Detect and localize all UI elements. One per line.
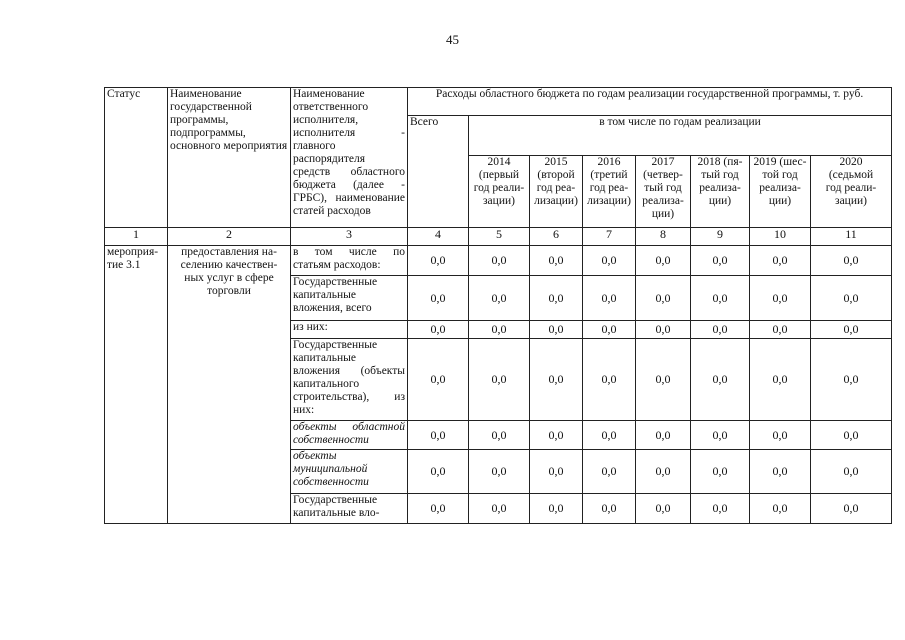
column-number: 6 [530,228,583,246]
header-year-5: 2018 (пя- тый год реализа- ции) [691,156,750,228]
header-total: Всего [408,116,469,228]
value-cell: 0,0 [469,494,530,524]
column-number: 10 [750,228,811,246]
value-cell: 0,0 [691,276,750,321]
value-cell: 0,0 [469,450,530,494]
value-cell: 0,0 [530,494,583,524]
value-cell: 0,0 [469,246,530,276]
column-number: 7 [583,228,636,246]
value-cell: 0,0 [583,276,636,321]
value-cell: 0,0 [530,450,583,494]
value-cell: 0,0 [583,494,636,524]
value-cell: 0,0 [811,421,892,450]
value-cell: 0,0 [691,339,750,421]
column-number: 4 [408,228,469,246]
header-year-3: 2016 (третий год реа- лизации) [583,156,636,228]
value-cell: 0,0 [750,450,811,494]
value-cell: 0,0 [530,421,583,450]
value-cell: 0,0 [408,339,469,421]
row-label: из них: [291,321,408,339]
column-number: 2 [168,228,291,246]
value-cell: 0,0 [408,421,469,450]
row-label: объекты муниципальной собственности [291,450,408,494]
column-number: 11 [811,228,892,246]
value-cell: 0,0 [583,246,636,276]
header-by-years: в том числе по годам реализации [469,116,892,156]
value-cell: 0,0 [811,321,892,339]
value-cell: 0,0 [583,421,636,450]
value-cell: 0,0 [691,321,750,339]
value-cell: 0,0 [583,450,636,494]
value-cell: 0,0 [530,246,583,276]
value-cell: 0,0 [636,421,691,450]
program-cell: предоставления на- селению качествен- ных услуг в сфере торговли [168,246,291,524]
value-cell: 0,0 [469,339,530,421]
value-cell: 0,0 [530,321,583,339]
column-number: 5 [469,228,530,246]
column-numbers-row [105,228,892,246]
value-cell: 0,0 [691,450,750,494]
value-cell: 0,0 [530,339,583,421]
column-number: 3 [291,228,408,246]
value-cell: 0,0 [408,321,469,339]
value-cell: 0,0 [750,321,811,339]
row-label: Государственные капитальные вложения, всего [291,276,408,321]
table-row [105,246,892,276]
value-cell: 0,0 [750,421,811,450]
row-label: Государственные капитальные вло- [291,494,408,524]
value-cell: 0,0 [530,276,583,321]
header-year-7: 2020 (седьмой год реали- зации) [811,156,892,228]
value-cell: 0,0 [636,450,691,494]
value-cell: 0,0 [811,339,892,421]
page-number: 45 [446,32,459,47]
value-cell: 0,0 [691,421,750,450]
value-cell: 0,0 [408,246,469,276]
value-cell: 0,0 [811,276,892,321]
value-cell: 0,0 [750,339,811,421]
header-executor-name: Наименование ответственного исполнителя, исполнителя - главного распорядителя средств областного бюджета (далее - ГРБС), наименование статей расходов [291,88,408,228]
value-cell: 0,0 [750,246,811,276]
status-cell: мероприя- тие 3.1 [105,246,168,524]
value-cell: 0,0 [469,421,530,450]
budget-table [104,87,892,524]
header-year-2: 2015 (второй год реа- лизации) [530,156,583,228]
value-cell: 0,0 [636,276,691,321]
value-cell: 0,0 [469,321,530,339]
value-cell: 0,0 [408,450,469,494]
value-cell: 0,0 [811,246,892,276]
header-year-6: 2019 (шес- той год реализа- ции) [750,156,811,228]
row-label: Государственные капитальные вложения (объекты капитального строительства), из них: [291,339,408,421]
value-cell: 0,0 [636,321,691,339]
value-cell: 0,0 [583,339,636,421]
header-year-1: 2014 (первый год реали- зации) [469,156,530,228]
value-cell: 0,0 [811,494,892,524]
column-number: 8 [636,228,691,246]
header-status: Статус [105,88,168,228]
column-number: 9 [691,228,750,246]
row-label: в том числе по статьям расходов: [291,246,408,276]
value-cell: 0,0 [408,276,469,321]
value-cell: 0,0 [691,494,750,524]
header-expenses: Расходы областного бюджета по годам реализации государственной программы, т. руб. [408,88,892,116]
value-cell: 0,0 [408,494,469,524]
value-cell: 0,0 [750,494,811,524]
value-cell: 0,0 [469,276,530,321]
column-number: 1 [105,228,168,246]
value-cell: 0,0 [691,246,750,276]
value-cell: 0,0 [636,339,691,421]
row-label: объекты областной собственности [291,421,408,450]
value-cell: 0,0 [583,321,636,339]
value-cell: 0,0 [811,450,892,494]
value-cell: 0,0 [636,494,691,524]
value-cell: 0,0 [750,276,811,321]
value-cell: 0,0 [636,246,691,276]
header-year-4: 2017 (четвер- тый год реализа- ции) [636,156,691,228]
header-program-name: Наименование государственной программы, подпрограммы, основного мероприятия [168,88,291,228]
